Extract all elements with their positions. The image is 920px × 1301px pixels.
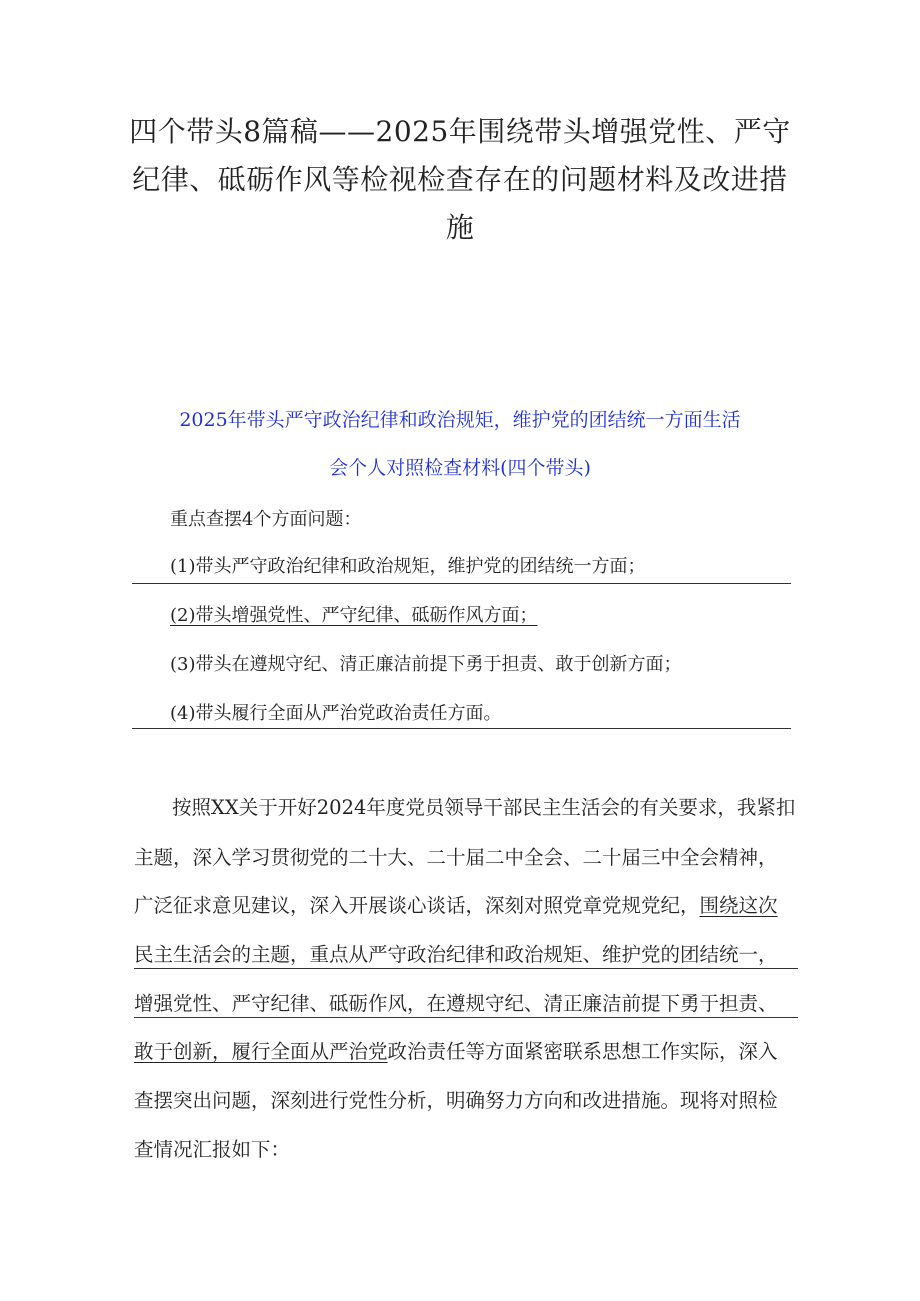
- focus-heading: 重点查摆4个方面问题：: [170, 509, 362, 530]
- divider: [132, 728, 791, 729]
- focus-item-2: (2)带头增强党性、严守纪律、砥砺作风方面；: [170, 605, 538, 626]
- body-line-3-underlined: 围绕这次: [699, 894, 778, 917]
- body-line-4: 民主生活会的主题，重点从严守政治纪律和政治规矩、维护党的团结统一，: [134, 943, 778, 966]
- subtitle-line-2: 会个人对照检查材料(四个带头): [329, 457, 591, 479]
- body-line-6: [134, 1037, 778, 1067]
- body-line-6-underlined: 敢于创新，履行全面从严治党: [134, 1040, 388, 1063]
- body-line-3-plain: 广泛征求意见建议，深入开展谈心谈话，深刻对照党章党规党纪，: [134, 894, 700, 917]
- subtitle-line-1: 2025年带头严守政治纪律和政治规矩，维护党的团结统一方面生活: [179, 409, 741, 431]
- body-line-3: [134, 891, 778, 921]
- underline-rule: [134, 968, 798, 969]
- title-line-3: 施: [445, 211, 475, 244]
- title-line-2: 纪律、砥砺作风等检视检查存在的问题材料及改进措: [132, 163, 788, 196]
- body-line-7: 查摆突出问题，深刻进行党性分析，明确努力方向和改进措施。现将对照检: [134, 1089, 778, 1112]
- underline-rule: [134, 1017, 798, 1018]
- focus-item-4: (4)带头履行全面从严治党政治责任方面。: [170, 703, 502, 724]
- body-line-5: 增强党性、严守纪律、砥砺作风，在遵规守纪、清正廉洁前提下勇于担责、: [134, 992, 778, 1015]
- focus-item-1: (1)带头严守政治纪律和政治规矩，维护党的团结统一方面；: [170, 556, 646, 577]
- body-line-6-plain: 政治责任等方面紧密联系思想工作实际，深入: [387, 1040, 778, 1063]
- body-line-8: 查情况汇报如下：: [134, 1138, 291, 1161]
- focus-item-3: (3)带头在遵规守纪、清正廉洁前提下勇于担责、敢于创新方面；: [170, 654, 682, 675]
- title-line-1: 四个带头8篇稿——2025年围绕带头增强党性、严守: [129, 115, 791, 148]
- document-title: [100, 108, 820, 252]
- body-line-1: 按照XX关于开好2024年度党员领导干部民主生活会的有关要求，我紧扣: [172, 796, 796, 819]
- divider: [132, 583, 791, 584]
- body-line-2: 主题，深入学习贯彻党的二十大、二十届二中全会、二十届三中全会精神，: [134, 846, 778, 869]
